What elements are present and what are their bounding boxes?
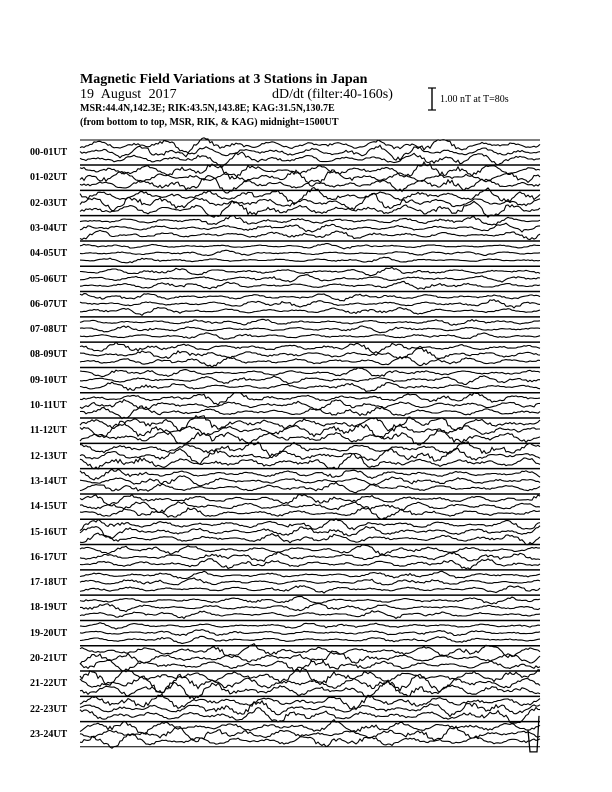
trace-kag xyxy=(80,469,540,480)
trace-msr xyxy=(80,482,540,492)
trace-rik xyxy=(80,326,540,333)
trace-msr xyxy=(80,708,540,724)
trace-msr xyxy=(80,586,540,593)
trace-kag xyxy=(80,494,540,504)
trace-kag xyxy=(80,294,540,301)
row-label-20-21UT: 20-21UT xyxy=(30,653,68,664)
chart-date: 19 August 2017 xyxy=(80,87,177,102)
trace-kag xyxy=(80,244,540,249)
trace-rik xyxy=(80,578,540,585)
row-label-00-01UT: 00-01UT xyxy=(30,147,68,158)
scale-bar-label: 1.00 nT at T=80s xyxy=(440,94,509,105)
trace-kag xyxy=(80,571,540,578)
row-label-10-11UT: 10-11UT xyxy=(30,400,67,411)
trace-msr xyxy=(80,406,540,419)
trace-msr xyxy=(80,333,540,340)
trace-rik xyxy=(80,526,540,539)
row-label-18-19UT: 18-19UT xyxy=(30,602,68,614)
trace-msr xyxy=(80,636,540,643)
trace-rik xyxy=(80,223,540,232)
trace-msr xyxy=(80,201,540,218)
row-label-19-20UT: 19-20UT xyxy=(30,627,68,639)
row-label-06-07UT: 06-07UT xyxy=(30,298,68,310)
trace-rik xyxy=(80,476,540,486)
row-label-21-22UT: 21-22UT xyxy=(30,678,68,690)
row-label-09-10UT: 09-10UT xyxy=(30,374,68,386)
trace-rik xyxy=(80,194,540,211)
trace-rik xyxy=(80,145,540,160)
row-label-02-03UT: 02-03UT xyxy=(30,197,68,209)
row-label-16-17UT: 16-17UT xyxy=(30,551,68,563)
trace-msr xyxy=(80,308,540,316)
trace-kag xyxy=(80,392,540,405)
trace-msr xyxy=(80,257,540,263)
trace-kag xyxy=(80,368,540,377)
row-label-12-13UT: 12-13UT xyxy=(30,450,68,462)
trace-rik xyxy=(80,604,540,612)
row-label-15-16UT: 15-16UT xyxy=(30,526,68,538)
row-label-03-04UT: 03-04UT xyxy=(30,222,68,234)
trace-rik xyxy=(80,376,540,385)
trace-kag xyxy=(80,267,540,275)
trace-msr xyxy=(80,454,540,470)
trace-msr xyxy=(80,611,540,619)
row-label-01-02UT: 01-02UT xyxy=(30,172,68,184)
trace-rik xyxy=(80,421,540,438)
row-label-05-06UT: 05-06UT xyxy=(30,273,68,285)
trace-rik xyxy=(80,552,540,562)
trace-msr xyxy=(80,382,540,391)
row-label-22-23UT: 22-23UT xyxy=(30,703,68,715)
row-label-13-14UT: 13-14UT xyxy=(30,475,68,487)
trace-msr xyxy=(80,508,540,519)
trace-rik xyxy=(80,630,540,636)
trace-msr xyxy=(80,533,540,545)
trace-msr xyxy=(80,281,540,289)
row-label-14-15UT: 14-15UT xyxy=(30,501,68,513)
row-label-07-08UT: 07-08UT xyxy=(30,324,68,336)
trace-kag xyxy=(80,667,540,685)
trace-msr xyxy=(80,230,540,239)
trace-rik xyxy=(80,300,540,308)
chart-title: Magnetic Field Variations at 3 Stations in Japan xyxy=(80,72,368,87)
row-label-23-24UT: 23-24UT xyxy=(30,728,68,740)
row-label-17-18UT: 17-18UT xyxy=(30,577,68,589)
trace-kag xyxy=(80,545,540,555)
trace-kag xyxy=(80,319,540,325)
trace-kag xyxy=(80,597,540,604)
trace-rik xyxy=(80,502,540,513)
row-label-04-05UT: 04-05UT xyxy=(30,248,68,260)
trace-kag xyxy=(80,216,540,225)
chart-quantity: dD/dt (filter:40-160s) xyxy=(272,87,393,102)
trace-msr xyxy=(80,356,540,367)
trace-rik xyxy=(80,348,540,358)
station-order-note: (from bottom to top, MSR, RIK, & KAG) midnight=1500UT xyxy=(80,117,339,128)
trace-msr xyxy=(80,429,540,445)
trace-rik xyxy=(80,275,540,282)
trace-kag xyxy=(80,623,540,629)
row-label-11-12UT: 11-12UT xyxy=(30,425,67,437)
station-coordinates: MSR:44.4N,142.3E; RIK:43.5N,143.8E; KAG:31.5N,130.7E xyxy=(80,103,335,114)
trace-rik xyxy=(80,250,540,255)
row-label-08-09UT: 08-09UT xyxy=(30,349,68,361)
trace-msr xyxy=(80,734,540,748)
